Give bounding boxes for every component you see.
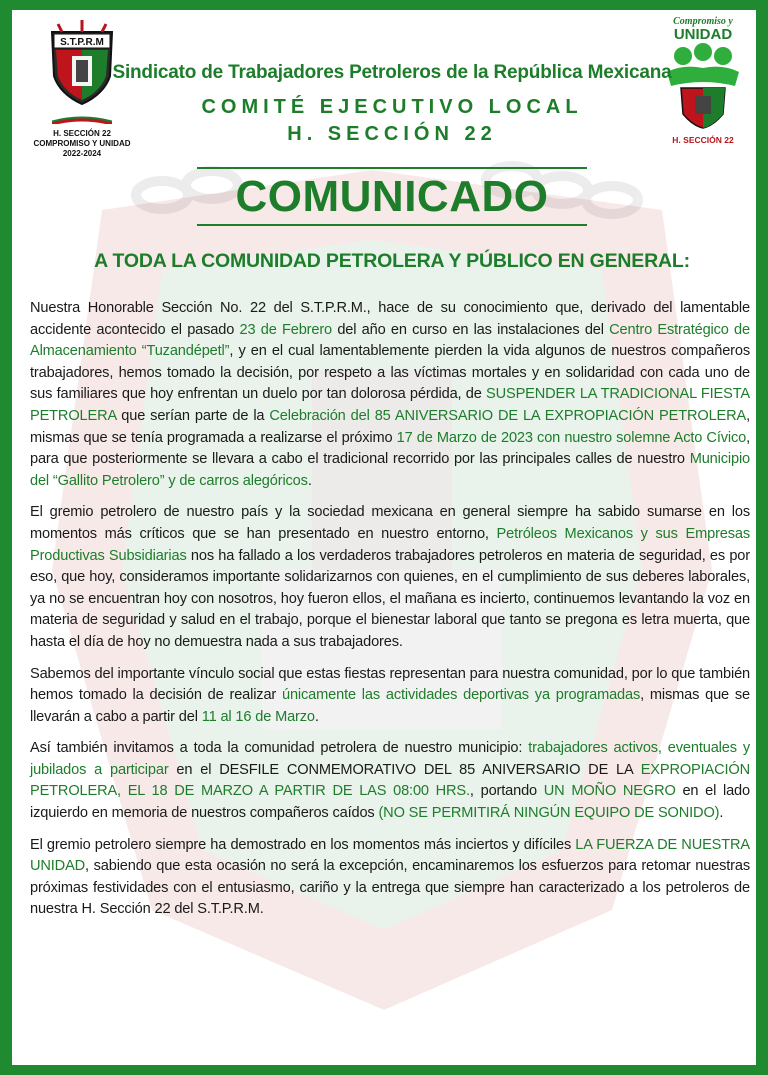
highlight-pemex: Petróleos Mexicanos y sus Empresas Productivas Subsidiarias	[30, 525, 751, 564]
text-run: en el DESFILE CONMEMORATIVO DEL 85 ANIVERSARIO DE LA	[168, 761, 641, 778]
text-run: .	[307, 472, 312, 489]
paragraph-2	[30, 502, 750, 653]
highlight-no-sound: (NO SE PERMITIRÁ NINGÚN EQUIPO DE SONIDO)	[378, 805, 720, 822]
highlight-date: 23 de Febrero	[239, 321, 333, 338]
highlight-sports: únicamente las actividades deportivas ya programadas	[282, 687, 641, 704]
highlight-anniversary: Celebración del 85 ANIVERSARIO DE LA EXPROPIACIÓN PETROLERA	[269, 407, 747, 424]
text-run: El gremio petrolero de nuestro país y la sociedad mexicana en general siempre ha sabido sumarse en los momentos más críticos que se han presentado en nuestro entorno,	[30, 504, 750, 542]
paragraph-3	[30, 664, 750, 729]
text-run: Nuestra Honorable Sección No. 22 del S.T.P.R.M., hace de su conocimiento que, derivado del lamentable accidente acontecido el pasado	[30, 300, 750, 338]
text-run: que serían parte de la	[116, 407, 270, 424]
paragraph-4	[30, 738, 750, 824]
heading-rule-top	[197, 167, 587, 169]
text-run: El gremio petrolero siempre ha demostrado en los momentos más inciertos y difíciles	[30, 836, 576, 853]
text-run: , sabiendo que esta ocasión no será la excepción, encaminaremos los esfuerzos para retomar nuestras próximas festividades con el entusiasmo, cariño y la entrega que siempre han caracterizado a los petroleros de nuestra H. Sección 22 del S.T.P.R.M.	[30, 858, 750, 918]
text-run: , portando	[469, 783, 544, 800]
highlight-place: Centro Estratégico de Almacenamiento “Tuzandépetl”	[30, 321, 750, 360]
text-run: , y en el cual lamentablemente pierden la vida algunos de nuestros compañeros trabajadores, hemos tomado la decisión, por respeto a las víctimas mortales y en solidaridad con cada uno de sus familiares que hoy enfrentan un duelo por tan dolorosa pérdida, de	[30, 343, 750, 403]
text-run: .	[314, 708, 319, 725]
union-name: Sindicato de Trabajadores Petroleros de la República Mexicana	[112, 62, 672, 83]
text-run: , mismas que se tenía programada a realizarse el próximo	[30, 407, 750, 446]
flag-stripe-icon	[52, 114, 112, 124]
heading-rule-bottom	[197, 224, 587, 226]
highlight-suspension: SUSPENDER LA TRADICIONAL FIESTA PETROLERA	[30, 386, 750, 424]
paragraph-1	[30, 298, 750, 492]
highlight-ribbon: UN MOÑO NEGRO	[543, 783, 676, 800]
logo-caption-years: 2022-2024	[62, 149, 102, 158]
logo-acronym: S.T.P.R.M	[60, 37, 104, 48]
document-heading: COMUNICADO	[235, 172, 549, 221]
highlight-event-date: 17 de Marzo de 2023 con nuestro solemne Acto Cívico	[396, 429, 747, 446]
highlight-workers: trabajadores activos, eventuales y jubilados a participar	[30, 740, 750, 778]
section-title: H. SECCIÓN 22	[287, 123, 497, 145]
text-run: del año en curso en las instalaciones del	[332, 321, 610, 338]
salutation: A TODA LA COMUNIDAD PETROLERA Y PÚBLICO EN GENERAL:	[94, 250, 690, 272]
paragraph-5	[30, 835, 750, 921]
unidad-word: UNIDAD	[673, 26, 733, 43]
text-run: , mismas que se llevarán a cabo a partir del	[30, 687, 750, 725]
people-emblem-icon	[661, 42, 745, 130]
unidad-script: Compromiso y	[673, 16, 733, 27]
stprm-logo	[28, 20, 136, 160]
logo-caption-section: H. SECCIÓN 22	[53, 129, 111, 138]
highlight-dates: 11 al 16 de Marzo	[201, 708, 315, 725]
highlight-municipality: Municipio del “Gallito Petrolero” y de carros alegóricos	[30, 451, 750, 489]
text-run: Así también invitamos a toda la comunidad petrolera de nuestro municipio:	[30, 740, 529, 757]
text-run: , para que posteriormente se llevara a cabo el tradicional recorrido por las principales calles de nuestro	[30, 429, 750, 468]
document-page	[12, 10, 756, 1065]
text-run: nos ha fallado a los verdaderos trabajadores petroleros en materia de seguridad, es por eso, que hoy, consideramos importante solidarizarnos con quienes, en el cumplimiento de sus deberes laborales, ya no se encuentran hoy con nosotros, hoy fueron ellos, el mañana es incierto, continuemos levantando la voz en materia de seguridad y salud en el trabajo, porque el bienestar laboral que tanto se pregona es letra muerta, que hasta el día de hoy no demuestra nada a sus trabajadores.	[30, 547, 750, 650]
highlight-parade: EXPROPIACIÓN PETROLERA, EL 18 DE MARZO A PARTIR DE LAS 08:00 HRS.	[30, 761, 750, 800]
text-run: .	[719, 805, 724, 822]
committee-title: COMITÉ EJECUTIVO LOCAL	[201, 96, 583, 118]
highlight-unity: LA FUERZA DE NUESTRA UNIDAD	[30, 836, 750, 875]
communique-body	[30, 298, 750, 931]
logo-caption-motto: COMPROMISO Y UNIDAD	[33, 139, 131, 148]
unidad-caption: H. SECCIÓN 22	[672, 135, 734, 145]
text-run: en el lado izquierdo en memoria de nuestros compañeros caídos	[30, 783, 750, 822]
text-run: Sabemos del importante vínculo social que estas fiestas representan para nuestra comunidad, por lo que también hemos tomado la decisión de realizar	[30, 665, 750, 704]
